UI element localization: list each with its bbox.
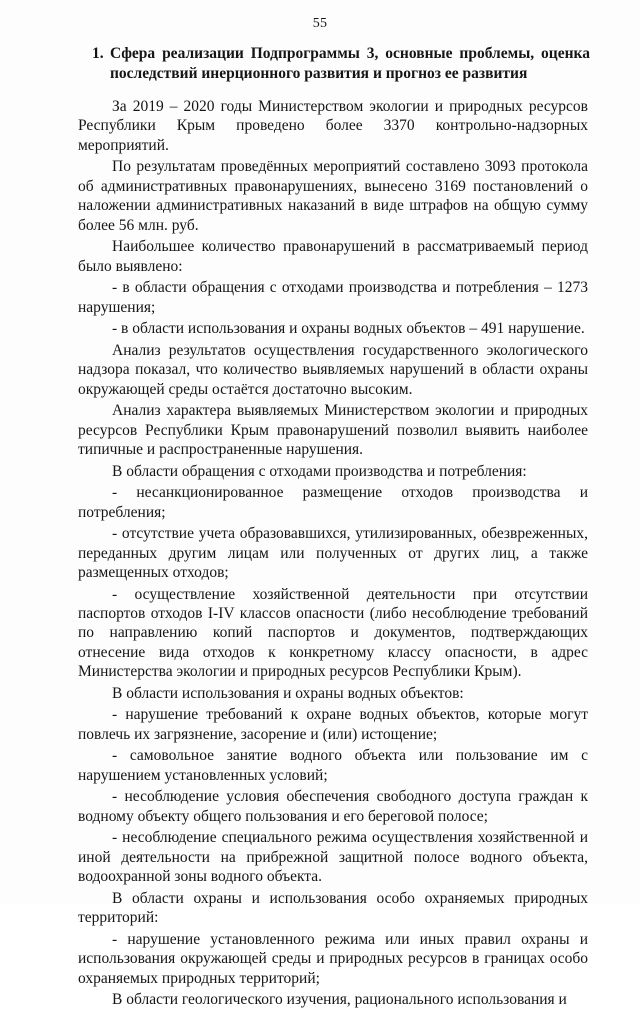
list-item: - несоблюдение условия обеспечения свободного доступа граждан к водному объекту общего пользования и его береговой полосе; (78, 788, 588, 825)
list-item: - отсутствие учета образовавшихся, утилизированных, обезвреженных, переданных другим лицам или полученных от других лиц, а также размещенных отходов; (78, 525, 588, 582)
list-item: - нарушение установленного режима или иных правил охраны и использования окружающей среды и природных ресурсов в границах особо охраняемых природных территорий; (78, 930, 588, 987)
list-item: - в области обращения с отходами производства и потребления – 1273 нарушения; (78, 279, 588, 316)
section-heading (92, 44, 590, 84)
section-number: 1. (92, 45, 104, 62)
page-number: 55 (312, 16, 328, 31)
paragraph: Анализ результатов осуществления государственного экологического надзора показал, что количество выявляемых нарушений в области охраны окружающей среды остаётся достаточно высоким. (78, 341, 588, 398)
paragraph: В области геологического изучения, рационального использования и (112, 991, 567, 1009)
document-body (78, 97, 588, 1012)
list-item: - нарушение требований к охране водных объектов, которые могут повлечь их загрязнение, засорение и (или) истощение; (78, 706, 588, 743)
paragraph: В области использования и охраны водных объектов: (112, 684, 464, 702)
paragraph: Наибольшее количество правонарушений в рассматриваемый период было выявлено: (78, 238, 588, 275)
paragraph: За 2019 – 2020 годы Министерством экологии и природных ресурсов Республики Крым проведено более 3370 контрольно-надзорных мероприятий. (78, 98, 588, 154)
list-item: - самовольное занятие водного объекта или пользование им с нарушением установленных условий; (78, 747, 588, 784)
list-item: - в области использования и охраны водных объектов – 491 нарушение. (112, 320, 585, 338)
paragraph: В области обращения с отходами производства и потребления: (112, 462, 527, 480)
section-title: Сфера реализации Подпрограммы 3, основные проблемы, оценка последствий инерционного развития и прогноз ее развития (110, 45, 590, 82)
list-item: - осуществление хозяйственной деятельности при отсутствии паспортов отходов I-IV классов опасности (либо несоблюдение требований по направлению копий паспортов и документов, подтверждающих отнесение вида отходов к конкретному классу опасности, в адрес Министерства экологии и природных ресурсов Республики Крым). (78, 585, 588, 681)
paragraph: В области охраны и использования особо охраняемых природных территорий: (78, 889, 588, 927)
paragraph: Анализ характера выявляемых Министерством экологии и природных ресурсов Республики Крым правонарушений позволил выявить наиболее типичные и распространенные нарушения. (78, 402, 588, 459)
paragraph: По результатам проведённых мероприятий составлено 3093 протокола об административных правонарушениях, вынесено 3169 постановлений о наложении административных наказаний в виде штрафов на общую сумму более 56 млн. руб. (78, 158, 588, 234)
list-item: - несоблюдение специального режима осуществления хозяйственной и иной деятельности на прибрежной защитной полосе водного объекта, водоохранной зоны водного объекта. (78, 829, 588, 886)
list-item: - несанкционированное размещение отходов производства и потребления; (78, 484, 588, 521)
